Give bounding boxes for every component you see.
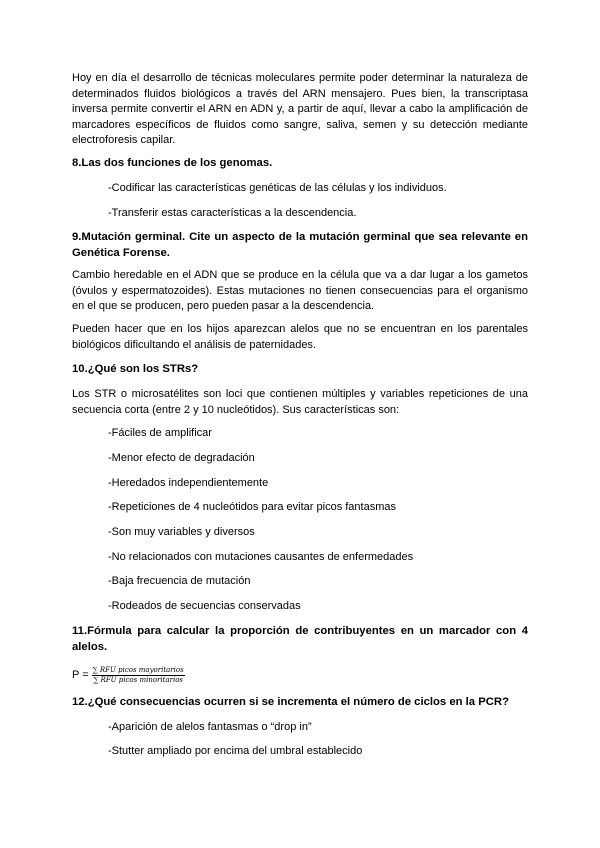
list-item: -Rodeados de secuencias conservadas [108,600,301,612]
list-item: -Repeticiones de 4 nucleótidos para evitar picos fantasmas [108,501,396,513]
list-item: -Transferir estas características a la descendencia. [108,207,357,219]
formula-fraction [92,666,185,685]
section-11-heading: 11.Fórmula para calcular la proporción de contribuyentes en un marcador con 4 alelos. [72,625,528,653]
list-item: -Aparición de alelos fantasmas o “drop in” [108,721,312,733]
formula-denominator: ∑ RFU picos minoritarios [93,675,184,684]
section-8-heading: 8.Las dos funciones de los genomas. [72,157,273,169]
intro-paragraph: Hoy en día el desarrollo de técnicas moleculares permite poder determinar la naturaleza de determinados fluidos biológicos a través del ARN mensajero. Pues bien, la transcriptasa inversa permite convertir el ARN en ADN y, a partir de aquí, llevar a cabo la amplificación de marcadores específicos de fluidos como sangre, saliva, semen y su detección mediante electroforesis capilar. [72,72,528,146]
list-item: -No relacionados con mutaciones causantes de enfermedades [108,551,414,563]
formula-lhs: P = [72,669,89,681]
list-item: -Fáciles de amplificar [108,427,212,439]
list-item: -Baja frecuencia de mutación [108,575,251,587]
section-9-heading: 9.Mutación germinal. Cite un aspecto de la mutación germinal que sea relevante en Genética Forense. [72,231,528,259]
list-item: -Stutter ampliado por encima del umbral establecido [108,745,363,757]
list-item: -Menor efecto de degradación [108,452,255,464]
section-9-paragraph-2: Pueden hacer que en los hijos aparezcan alelos que no se encuentran en los parentales biológicos dificultando el análisis de paternidades. [72,323,528,351]
formula-numerator: ∑ RFU picos mayoritarios [92,665,184,674]
list-item: -Heredados independientemente [108,477,269,489]
section-12-heading: 12.¿Qué consecuencias ocurren si se incrementa el número de ciclos en la PCR? [72,696,509,708]
section-9-paragraph-1: Cambio heredable en el ADN que se produce en la célula que va a dar lugar a los gametos (óvulos y espermatozoides). Estas mutaciones no tienen consecuencias para el organismo en el que se producen, pero pueden pasar a la descendencia. [72,269,528,312]
list-item: -Codificar las características genéticas de las células y los individuos. [108,182,447,194]
section-10-paragraph: Los STR o microsatélites son loci que contienen múltiples y variables repeticiones de una secuencia corta (entre 2 y 10 nucleótidos). Sus características son: [72,388,528,416]
proportion-formula [72,661,185,689]
list-item: -Son muy variables y diversos [108,526,255,538]
section-10-heading: 10.¿Qué son los STRs? [72,363,199,375]
